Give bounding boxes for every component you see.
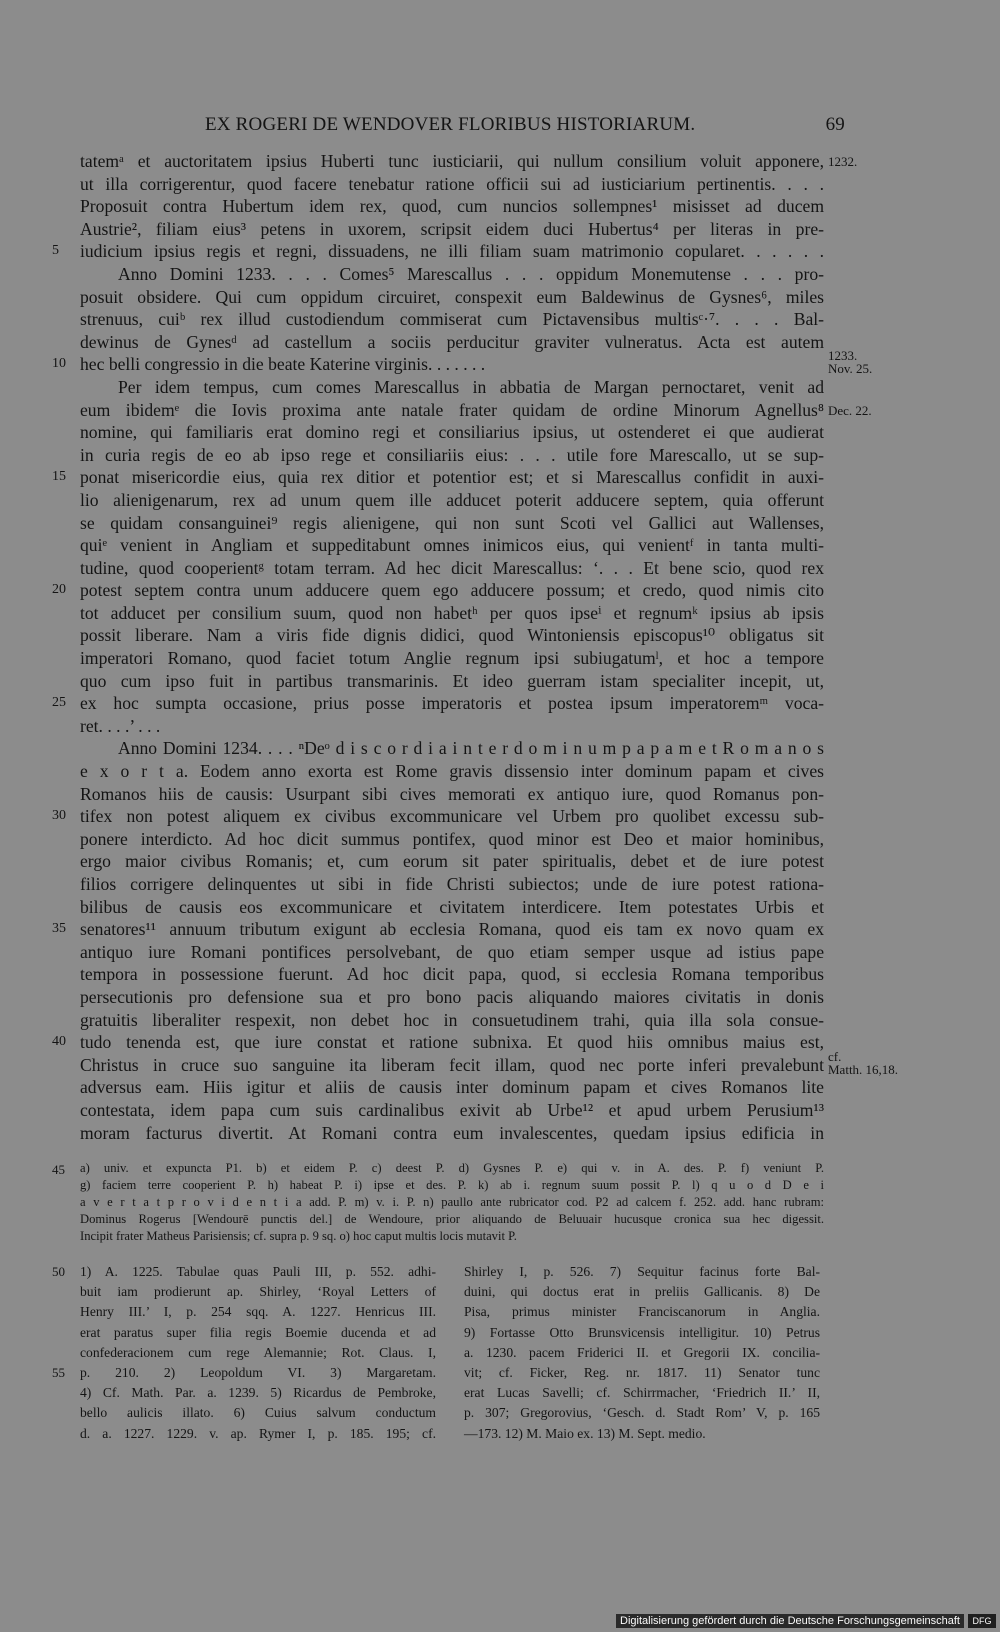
margin-note: cf. Matth. 16,18. <box>828 1048 899 1077</box>
footnotes-right-column <box>464 1262 820 1444</box>
line-text: vit; cf. Ficker, Reg. nr. 1817. 11) Senator tunc <box>464 1364 820 1380</box>
line-text: contestata, idem papa cum suis cardinalibus exivit ab Urbe¹² et apud urbem Perusium¹³ <box>80 1099 824 1120</box>
text-line <box>80 489 824 512</box>
text-line <box>80 399 872 422</box>
line-text: strenuus, cuiᵇ rex illud custodiendum commiserat cum Pictavensibus multisᶜ·⁷. . . . Bal- <box>80 309 824 330</box>
text-line <box>52 1160 824 1177</box>
line-text: p. 210. 2) Leopoldum VI. 3) Margaretam. <box>80 1364 436 1380</box>
text-line <box>80 873 824 896</box>
line-text: ergo maior civibus Romanis; et, cum eorum sit pater spiritualis, debet et de iure potest <box>80 851 824 872</box>
text-line <box>52 240 824 263</box>
text-line <box>80 1076 824 1099</box>
text-line <box>80 1177 824 1194</box>
critical-apparatus <box>52 1160 824 1245</box>
text-line <box>80 941 824 964</box>
page-number: 69 <box>825 114 845 135</box>
text-line <box>80 602 824 625</box>
text-line <box>52 918 824 941</box>
line-number: 15 <box>52 469 66 485</box>
line-text: potest septem contra unum adducere quem ego adducere possum; et credo, quod nimis cito <box>80 580 824 601</box>
line-text: iudicium ipsius regis et regni, dissuadens, ne illi filiam suam matrimonio copularet. . . . . . <box>80 241 824 262</box>
line-number: 40 <box>52 1034 66 1050</box>
text-line <box>464 1323 820 1343</box>
line-text: d. a. 1227. 1229. v. ap. Rymer I, p. 185. 195; cf. <box>80 1425 436 1441</box>
line-text: erat Lucas Savelli; cf. Schirrmacher, ‘Friedrich II.’ II, <box>464 1385 820 1401</box>
line-text: dewinus de Gynesᵈ ad castellum a sociis perducitur graviter vulneratus. Acta est autem <box>80 331 824 352</box>
text-line <box>52 1262 436 1282</box>
line-number: 55 <box>52 1364 65 1380</box>
line-text: Anno Domini 1234. . . . ⁿDeᵒ d i s c o r d i a i n t e r d o m i n u m p a p a m e t R o m a n o s <box>118 738 824 759</box>
dfg-logo: DFG <box>968 1614 996 1628</box>
text-line <box>80 1343 436 1363</box>
line-text: tot adducet per consilium suum, quod non habetʰ per quos ipseⁱ et regnumᵏ ipsius ab ipsis <box>80 602 824 623</box>
line-text: hec belli congressio in die beate Katerine virginis. . . . . . . <box>80 354 486 375</box>
text-line <box>80 1282 436 1302</box>
line-number: 20 <box>52 582 66 598</box>
line-text: bello aulicis illato. 6) Cuius salvum conductum <box>80 1405 436 1421</box>
line-text: ponere interdicto. Ad hoc dicit summus pontifex, quod minor est Deo et maior hominibus, <box>80 828 824 849</box>
line-text: Shirley I, p. 526. 7) Sequitur facinus forte Bal- <box>464 1264 820 1279</box>
line-text: adversus eam. Hiis igitur et aliis de causis inter dominum papam et cives Romanos lite <box>80 1077 824 1098</box>
line-text: filios corrigere delinquentes ut sibi in fide Christi subiectos; unde de iure potest rationa- <box>80 874 824 894</box>
text-line <box>80 715 824 738</box>
text-line <box>464 1424 820 1444</box>
line-text: g) faciem terre cooperient P. h) habeat P. i) ipse et des. P. k) ab i. regnum suum possit P. l) q u o d D e i <box>80 1178 824 1192</box>
line-text: Christus in cruce suo sanguine ita liberam fecit illam, quod nec porte inferi prevalebunt <box>80 1054 824 1075</box>
line-text: tudine, quod cooperientᵍ totam terram. Ad hec dicit Marescallus: ‘. . . Et bene scio, quod rex <box>80 557 824 578</box>
line-text: antiquo iure Romani pontifices persolvebant, de quo etiam semper usque ad istius pape <box>80 941 824 962</box>
line-number: 45 <box>52 1162 65 1177</box>
footer-bar <box>0 1610 1000 1632</box>
text-line <box>80 512 824 535</box>
line-text: moram facturus divertit. At Romani contra eum invalescentes, quedam ipsius edificia in <box>80 1122 824 1143</box>
text-line <box>52 1031 824 1054</box>
line-text: quo cum ipso fuit in partibus transmarinis. Et ideo guerram istam specialiter incepit, ut, <box>80 670 824 691</box>
line-text: posuit obsidere. Qui cum oppidum circuiret, conspexit eum Baldewinus de Gysnes⁶, miles <box>80 286 824 307</box>
text-line <box>80 850 824 873</box>
text-line <box>80 1403 436 1423</box>
text-line <box>80 286 824 309</box>
line-text: 1) A. 1225. Tabulae quas Pauli III, p. 552. adhi- <box>80 1264 436 1279</box>
line-text: Proposuit contra Hubertum idem rex, quod, cum nuncios sollempnes¹ misisset ad ducem <box>80 196 824 217</box>
line-text: Pisa, primus minister Franciscanorum in Anglia. <box>464 1304 820 1320</box>
line-text: gratuitis liberaliter respexit, non debet hoc in consuetudinem trahi, quia illa sola consue- <box>80 1009 824 1030</box>
text-line <box>80 534 824 557</box>
line-text: buit iam prodierunt ap. Shirley, ‘Royal Letters of <box>80 1284 436 1300</box>
line-text: a) univ. et expuncta P1. b) et eidem P. c) deest P. d) Gysnes P. e) qui v. in A. des. P. f) veniunt P. <box>80 1161 824 1175</box>
text-line <box>80 263 824 286</box>
text-line <box>80 1194 824 1211</box>
text-line <box>80 308 824 331</box>
line-text: Anno Domini 1233. . . . Comes⁵ Marescallus . . . oppidum Monemutense . . . pro- <box>118 263 824 284</box>
text-line <box>80 670 824 693</box>
line-text: eum ibidemᵉ die Iovis proxima ante natale frater quidam de ordine Minorum Agnellus⁸ <box>80 399 824 420</box>
line-text: e x o r t a. Eodem anno exorta est Rome gravis dissensio inter dominum papam et cives <box>80 761 824 782</box>
text-line <box>80 896 824 919</box>
text-line <box>464 1262 820 1282</box>
text-line <box>80 828 824 851</box>
text-line <box>52 805 824 828</box>
text-line <box>80 963 824 986</box>
line-text: Austrie², filiam eius³ petens in uxorem, scripsit eidem duci Hubertus⁴ per literas in pre- <box>80 218 824 239</box>
text-line <box>52 348 873 377</box>
line-number: 25 <box>52 695 66 711</box>
line-number: 50 <box>52 1264 65 1279</box>
line-text: 9) Fortasse Otto Brunsvicensis intelligitur. 10) Petrus <box>464 1324 820 1340</box>
line-text: a v e r t a t p r o v i d e n t i a add. P. m) v. i. P. n) paullo ante rubricator cod. P2 ad calcem f. 252. add. hanc rubram: <box>80 1195 824 1209</box>
text-line <box>464 1343 820 1363</box>
text-line <box>80 557 824 580</box>
line-text: Dominus Rogerus [Wendourē punctis del.] de Wendoure, prior aliquando de Beluuair hucusque cronica sua hec digessit. <box>80 1212 824 1226</box>
margin-note: 1233. Nov. 25. <box>828 348 873 377</box>
running-title: EX ROGERI DE WENDOVER FLORIBUS HISTORIARUM. <box>205 114 696 135</box>
text-line <box>80 1048 899 1077</box>
line-text: possit liberare. Nam a viris fide dignis didici, quod Wintoniensis episcopus¹⁰ obligatus sit <box>80 625 824 646</box>
text-line <box>80 150 858 173</box>
text-line <box>80 986 824 1009</box>
line-text: Incipit frater Matheus Parisiensis; cf. supra p. 9 sq. o) hoc caput multis locis mutavit P. <box>80 1229 517 1243</box>
line-text: ret. . . .’ . . . <box>80 715 161 736</box>
text-line <box>80 760 824 783</box>
text-line <box>80 1302 436 1322</box>
line-text: Per idem tempus, cum comes Marescallus in abbatia de Margan pernoctaret, venit ad <box>118 376 824 397</box>
margin-note: Dec. 22. <box>828 402 872 418</box>
text-line <box>80 647 824 670</box>
main-text <box>52 150 899 1144</box>
line-text: in curia regis de eo ab ipso rege et consiliariis eius: . . . utile fore Marescallo, ut se sup- <box>80 444 824 465</box>
text-line <box>80 1122 824 1145</box>
text-line <box>80 783 824 806</box>
text-line <box>80 1099 824 1122</box>
line-text: tatemᵃ et auctoritatem ipsius Huberti tunc iusticiarii, qui nullum consilium voluit apponere, <box>80 151 824 171</box>
line-number: 35 <box>52 921 66 937</box>
line-text: confederacionem cum rege Alemannie; Rot. Claus. I, <box>80 1344 436 1360</box>
line-text: duini, qui doctus erat in preliis Gallicanis. 8) De <box>464 1284 820 1300</box>
text-line <box>80 1323 436 1343</box>
line-text: se quidam consanguinei⁹ regis alienigene, qui non sunt Scoti vel Gallici aut Wallenses, <box>80 512 824 533</box>
text-line <box>80 195 824 218</box>
line-text: bilibus de causis eos excommunicare et civitatem interdicere. Item potestates Urbis et <box>80 896 824 917</box>
line-text: p. 307; Gregorovius, ‘Gesch. d. Stadt Rom’ V, p. 165 <box>464 1405 820 1421</box>
line-text: nomine, qui familiaris erat domino regi et consiliarius ipsius, ut ostenderet ei que audierat <box>80 422 824 443</box>
line-text: senatores¹¹ annuum tributum exigunt ab ecclesia Romana, quod eis tam ex novo quam ex <box>80 919 824 940</box>
text-line <box>80 444 824 467</box>
text-line <box>464 1403 820 1423</box>
text-line <box>464 1302 820 1322</box>
line-text: 4) Cf. Math. Par. a. 1239. 5) Ricardus de Pembroke, <box>80 1385 436 1401</box>
footnotes-left-column <box>52 1262 436 1444</box>
text-line <box>80 218 824 241</box>
line-text: tifex non potest aliquem ex civibus excommunicare vel Urbem pro quolibet excessu sub- <box>80 806 824 827</box>
text-line <box>80 1009 824 1032</box>
line-text: —173. 12) M. Maio ex. 13) M. Sept. medio. <box>464 1425 706 1441</box>
line-text: Henry III.’ I, p. 254 sqq. A. 1227. Henricus III. <box>80 1304 436 1320</box>
line-text: imperatori Romano, quod faciet totum Anglie regnum ipsi subiugatumˡ, et hoc a tempore <box>80 648 824 669</box>
text-line <box>80 421 824 444</box>
line-text: persecutionis pro defensione sua et pro bono pacis aliquando maiores civitatis in donis <box>80 986 824 1007</box>
text-line <box>52 1363 436 1383</box>
text-line <box>464 1383 820 1403</box>
text-line <box>80 737 824 760</box>
line-text: tempora in possessione fuerunt. Ad hoc dicit papa, quod, si ecclesia Romana temporibus <box>80 964 824 985</box>
text-line <box>80 1211 824 1228</box>
funding-notice: Digitalisierung gefördert durch die Deutsche Forschungsgemeinschaft <box>616 1614 964 1628</box>
line-text: erat paratus super filia regis Boemie ducenda et ad <box>80 1324 436 1340</box>
text-line <box>80 1383 436 1403</box>
text-line <box>80 173 824 196</box>
text-line <box>52 579 824 602</box>
text-line <box>464 1282 820 1302</box>
text-line <box>80 1424 436 1444</box>
text-line <box>52 466 824 489</box>
line-text: a. 1230. pacem Friderici II. et Gregorii IX. concilia- <box>464 1344 820 1360</box>
line-number: 30 <box>52 808 66 824</box>
margin-note: 1232. <box>828 154 858 169</box>
text-line <box>80 376 824 399</box>
line-text: tudo tenenda est, que iure constat et ratione subnixa. Et quod hiis omnibus maius est, <box>80 1032 824 1053</box>
line-text: ut illa corrigerentur, quod facere tenebatur ratione officii sui ad iusticiarium pertinentis. . . . <box>80 173 824 194</box>
line-number: 10 <box>52 356 66 372</box>
line-text: quiᵉ venient in Angliam et suppeditabunt omnes inimicos eius, qui venientᶠ in tanta multi- <box>80 535 824 556</box>
text-line <box>80 331 824 354</box>
line-text: ponat misericordie eius, quia rex ditior et potentior est; et si Marescallus confidit in auxi- <box>80 467 824 488</box>
line-number: 5 <box>52 243 59 259</box>
text-line <box>52 692 824 715</box>
text-line <box>464 1363 820 1383</box>
text-line <box>80 1228 824 1245</box>
line-text: lio alienigenarum, rex ad unum quem ille adducet poterit adducere septem, quia offerunt <box>80 489 824 510</box>
line-text: ex hoc sumpta occasione, prius posse imperatoris et postea ipsum imperatoremᵐ voca- <box>80 693 824 714</box>
line-text: Romanos hiis de causis: Usurpant sibi cives memorati ex antiquo iure, quod Romanus pon- <box>80 783 824 804</box>
text-line <box>80 624 824 647</box>
